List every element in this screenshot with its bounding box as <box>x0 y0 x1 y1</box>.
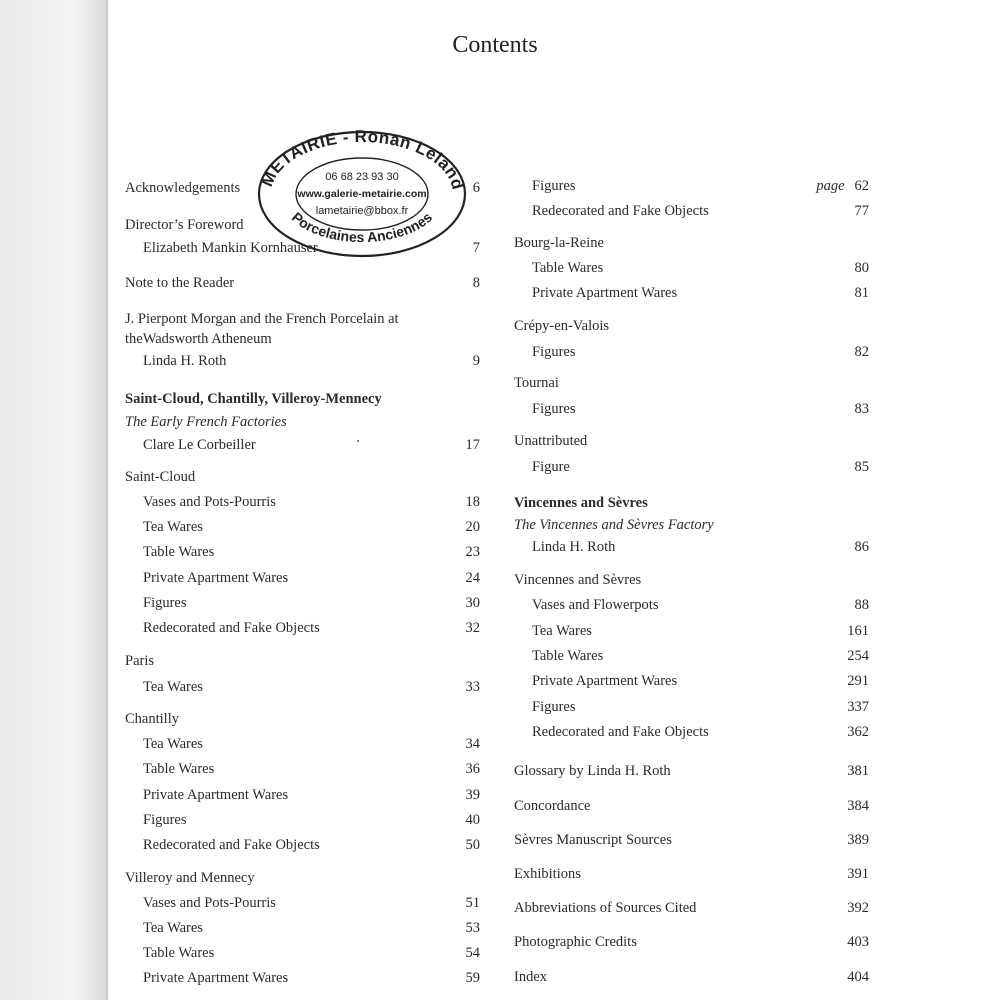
toc-entry <box>125 568 480 588</box>
toc-entry <box>125 734 480 754</box>
toc-entry-title: The Early French Factories <box>125 414 287 430</box>
toc-entry <box>514 967 869 987</box>
toc-entry-title: Villeroy and Mennecy <box>125 870 255 886</box>
toc-group-heading <box>125 868 480 888</box>
ink-speck <box>357 440 359 442</box>
toc-entry-title: Vases and Pots-Pourris <box>143 494 276 510</box>
toc-entry-page: 86 <box>854 539 869 555</box>
toc-entry-title: Redecorated and Fake Objects <box>532 724 709 740</box>
toc-entry-title: Private Apartment Wares <box>143 787 289 803</box>
toc-entry <box>514 399 869 419</box>
toc-entry <box>514 646 869 666</box>
toc-entry-title: Private Apartment Wares <box>143 570 289 586</box>
toc-entry-title: Figure <box>532 459 570 475</box>
toc-entry-page: 36 <box>465 761 480 777</box>
toc-entry-page: 50 <box>465 837 480 853</box>
toc-entry <box>125 810 480 830</box>
toc-group-heading <box>514 373 869 393</box>
toc-entry-title: The Vincennes and Sèvres Factory <box>514 517 714 533</box>
toc-entry-page: 6 <box>472 180 480 196</box>
toc-entry-title: Redecorated and Fake Objects <box>143 837 320 853</box>
toc-entry-title: Tournai <box>514 375 559 391</box>
toc-entry <box>514 537 869 557</box>
toc-section-subtitle <box>125 412 480 432</box>
toc-entry-page: 254 <box>847 648 869 664</box>
toc-entry <box>514 796 869 816</box>
toc-entry-page: 403 <box>847 934 869 950</box>
toc-entry-title: theWadsworth Atheneum <box>125 331 272 347</box>
dealer-stamp-graphic <box>257 128 467 258</box>
toc-entry-page: 59 <box>465 970 480 986</box>
toc-entry-title: Linda H. Roth <box>532 539 616 555</box>
toc-entry <box>514 697 869 717</box>
toc-entry <box>514 342 869 362</box>
toc-group-heading <box>125 467 480 487</box>
toc-entry-title: Private Apartment Wares <box>532 673 678 689</box>
toc-group-heading <box>514 233 869 253</box>
toc-entry-title: Bourg-la-Reine <box>514 235 604 251</box>
toc-entry <box>125 542 480 562</box>
toc-entry-title: Acknowledgements <box>125 180 241 196</box>
toc-entry-page: 39 <box>465 787 480 803</box>
toc-entry-title: Figures <box>143 595 187 611</box>
toc-entry-title: Figures <box>532 178 576 194</box>
svg-text:LA METAIRIE - Ronan Lelandais <box>257 128 467 194</box>
toc-entry-page: 20 <box>465 519 480 535</box>
toc-group-heading <box>514 570 869 590</box>
toc-entry <box>125 893 480 913</box>
toc-entry-title: Tea Wares <box>532 623 592 639</box>
stamp-website: www.galerie-metairie.com <box>297 188 427 200</box>
toc-entry <box>514 283 869 303</box>
toc-entry-title: Tea Wares <box>143 679 203 695</box>
toc-entry <box>125 273 480 293</box>
stamp-arc-top: METAIRIE - Ronan Leland <box>257 128 467 192</box>
toc-entry-page: 392 <box>847 900 869 916</box>
toc-entry <box>514 932 869 952</box>
toc-entry-page: 161 <box>847 623 869 639</box>
toc-entry <box>125 918 480 938</box>
toc-entry-title: Sèvres Manuscript Sources <box>514 832 672 848</box>
toc-entry-title: Saint-Cloud, Chantilly, Villeroy-Mennecy <box>125 391 382 407</box>
toc-entry-page: 17 <box>465 437 480 453</box>
toc-entry-page: 40 <box>465 812 480 828</box>
toc-entry-page: 381 <box>847 763 869 779</box>
toc-entry-page: 81 <box>854 285 869 301</box>
toc-entry-page: 404 <box>847 969 869 985</box>
toc-entry-page: 77 <box>854 203 869 219</box>
toc-section-subtitle <box>514 515 869 535</box>
page-edge <box>0 0 108 1000</box>
toc-entry <box>125 618 480 638</box>
toc-entry-title: Figures <box>532 344 576 360</box>
toc-entry-title: Table Wares <box>532 648 604 664</box>
toc-entry-title: Clare Le Corbeiller <box>143 437 256 453</box>
toc-entry <box>514 457 869 477</box>
toc-entry-page: 362 <box>847 724 869 740</box>
toc-entry-page: 389 <box>847 832 869 848</box>
toc-entry-title: Vases and Flowerpots <box>532 597 659 613</box>
toc-entry <box>125 329 480 349</box>
toc-entry-title: Figures <box>143 812 187 828</box>
toc-entry-page: 88 <box>854 597 869 613</box>
toc-entry <box>125 517 480 537</box>
toc-entry-title: Concordance <box>514 798 591 814</box>
toc-entry <box>514 761 869 781</box>
toc-entry <box>125 785 480 805</box>
toc-entry-title: Redecorated and Fake Objects <box>143 620 320 636</box>
toc-entry-page: 80 <box>854 260 869 276</box>
toc-entry <box>125 435 480 455</box>
toc-entry-title: Chantilly <box>125 711 179 727</box>
toc-entry <box>125 351 480 371</box>
toc-entry-title: Tea Wares <box>143 519 203 535</box>
toc-entry-title: Unattributed <box>514 433 588 449</box>
dealer-stamp <box>257 128 467 258</box>
toc-entry-title: Linda H. Roth <box>143 353 227 369</box>
toc-entry-title: Table Wares <box>143 544 215 560</box>
toc-entry-title: Paris <box>125 653 154 669</box>
toc-entry-title: Photographic Credits <box>514 934 637 950</box>
toc-entry-title: Index <box>514 969 548 985</box>
toc-entry <box>125 759 480 779</box>
toc-entry-page: 291 <box>847 673 869 689</box>
toc-entry-title: Table Wares <box>143 945 215 961</box>
toc-entry-page: 9 <box>472 353 480 369</box>
toc-entry-title: Exhibitions <box>514 866 581 882</box>
toc-entry-page <box>816 176 869 196</box>
toc-entry <box>125 309 480 329</box>
toc-entry-page: 53 <box>465 920 480 936</box>
toc-entry-title: Director’s Foreword <box>125 217 244 233</box>
toc-entry <box>125 492 480 512</box>
toc-entry-title: Redecorated and Fake Objects <box>532 203 709 219</box>
toc-entry <box>514 722 869 742</box>
stamp-phone: 06 68 23 93 30 <box>325 171 399 183</box>
toc-entry-page: 85 <box>854 459 869 475</box>
toc-group-heading <box>125 709 480 729</box>
toc-entry <box>125 835 480 855</box>
toc-entry <box>125 968 480 988</box>
toc-section-heading <box>125 389 480 409</box>
toc-entry-title: Glossary by Linda H. Roth <box>514 763 671 779</box>
page-gutter <box>106 0 108 1000</box>
toc-entry-page: 337 <box>847 699 869 715</box>
toc-entry-page: 34 <box>465 736 480 752</box>
toc-entry-page: 54 <box>465 945 480 961</box>
toc-entry-page: 51 <box>465 895 480 911</box>
toc-entry-page: 30 <box>465 595 480 611</box>
toc-entry-title: Note to the Reader <box>125 275 235 291</box>
toc-entry-title: Table Wares <box>143 761 215 777</box>
toc-entry-title: Tea Wares <box>143 920 203 936</box>
toc-entry-page: 82 <box>854 344 869 360</box>
toc-entry-title: Vincennes and Sèvres <box>514 572 642 588</box>
toc-entry-title: Private Apartment Wares <box>532 285 678 301</box>
toc-entry <box>514 830 869 850</box>
toc-entry <box>514 176 869 196</box>
toc-group-heading <box>125 651 480 671</box>
toc-entry-page: 83 <box>854 401 869 417</box>
toc-entry <box>125 943 480 963</box>
toc-entry-page: 32 <box>465 620 480 636</box>
toc-entry <box>514 258 869 278</box>
toc-group-heading <box>514 316 869 336</box>
toc-entry-title: Private Apartment Wares <box>143 970 289 986</box>
toc-entry-page: 391 <box>847 866 869 882</box>
toc-entry-title: Abbreviations of Sources Cited <box>514 900 697 916</box>
toc-entry-page: 23 <box>465 544 480 560</box>
stamp-arc-bottom: Porcelaines Anciennes <box>288 208 436 246</box>
toc-entry-page: 384 <box>847 798 869 814</box>
stamp-email: lametairie@bbox.fr <box>315 205 409 217</box>
toc-section-heading <box>514 493 869 513</box>
toc-entry-title: Saint-Cloud <box>125 469 196 485</box>
toc-entry-title: Tea Wares <box>143 736 203 752</box>
toc-entry-page: 18 <box>465 494 480 510</box>
toc-entry <box>514 864 869 884</box>
toc-entry-title: Crépy-en-Valois <box>514 318 610 334</box>
toc-entry-title: Elizabeth Mankin Kornhauser <box>143 240 318 256</box>
page-number: 62 <box>854 178 869 194</box>
toc-entry-page: 24 <box>465 570 480 586</box>
toc-entry-title: Figures <box>532 401 576 417</box>
toc-entry-title: Vases and Pots-Pourris <box>143 895 276 911</box>
toc-entry-title: Figures <box>532 699 576 715</box>
toc-entry-title: Vincennes and Sèvres <box>514 495 648 511</box>
toc-entry-title: J. Pierpont Morgan and the French Porcelain at <box>125 311 399 327</box>
toc-entry-title: Table Wares <box>532 260 604 276</box>
toc-group-heading <box>514 431 869 451</box>
page-title: Contents <box>452 32 538 58</box>
toc-entry <box>125 593 480 613</box>
toc-entry <box>514 898 869 918</box>
toc-entry-page: 8 <box>472 275 480 291</box>
toc-entry <box>514 621 869 641</box>
page-prefix: page <box>816 178 845 194</box>
toc-entry <box>514 201 869 221</box>
toc-entry-page: 7 <box>472 240 480 256</box>
toc-entry <box>514 595 869 615</box>
toc-entry-page: 33 <box>465 679 480 695</box>
toc-entry <box>514 671 869 691</box>
toc-entry <box>125 677 480 697</box>
